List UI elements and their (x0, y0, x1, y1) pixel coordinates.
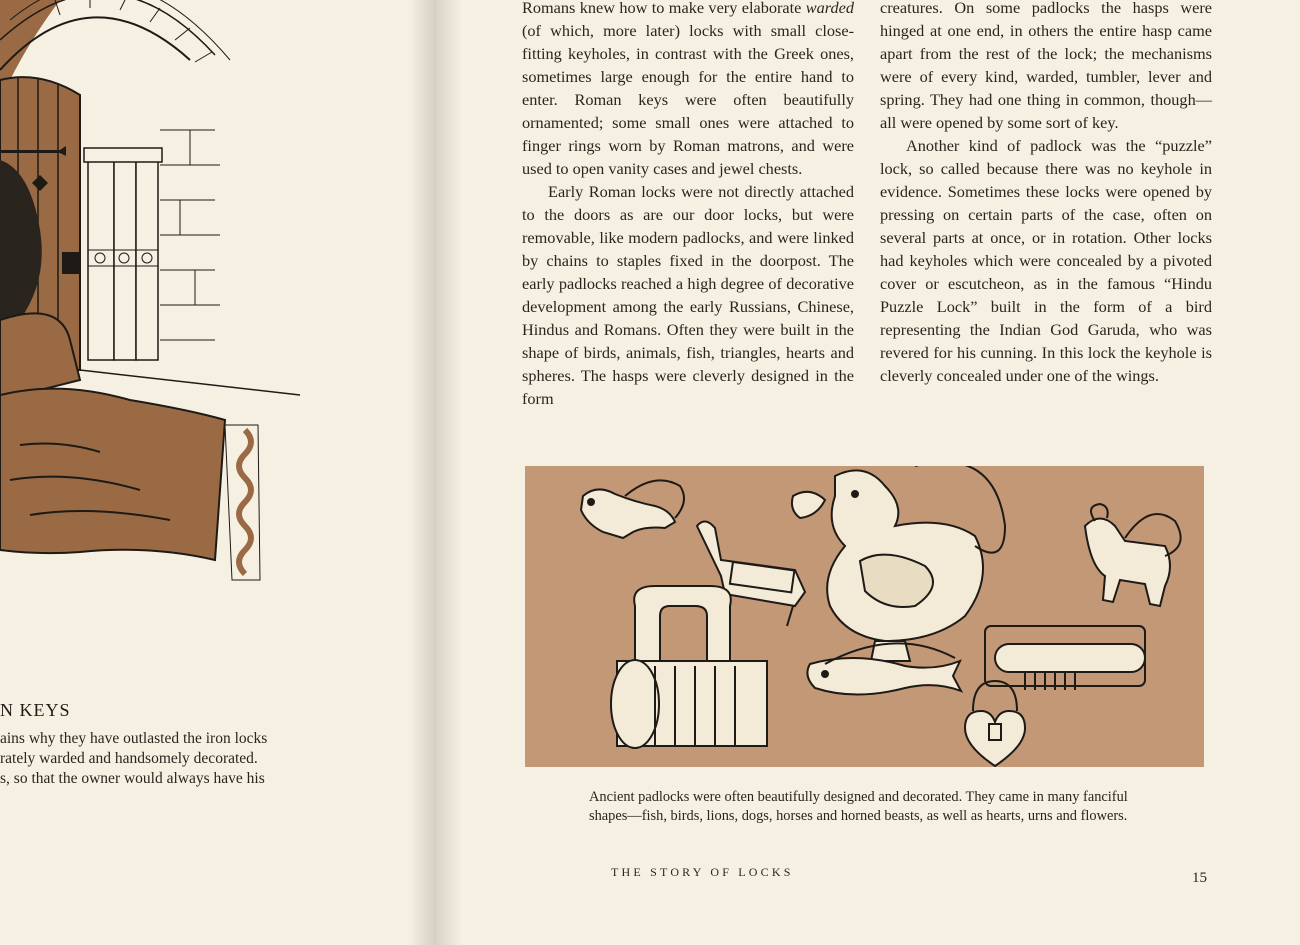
paragraph: Early Roman locks were not directly attached to the doors as are our door locks, but were removable, like modern padlocks, and were linked by chains to staples fixed in the doorpost. The early padlocks reached a high degree of decorative development among the early Russians, Chinese, Hindus and Romans. Often they were built in the shape of birds, animals, fish, triangles, hearts and spheres. The hasps were cleverly designed in the form (522, 182, 854, 408)
right-page (436, 0, 1300, 945)
gutter-shadow (410, 0, 436, 945)
figure-caption: Ancient padlocks were often beautifully designed and decorated. They came in many fanciful shapes—fish, birds, lions, dogs, horses and horned beasts, as well as hearts, urns and flowers. (589, 789, 1128, 824)
paragraph: Romans knew how to make very elaborate warded (of which, more later) locks with small close-fitting keyholes, in contrast with the Greek ones, sometimes large enough for the entire hand to enter. Roman keys were often beautifully ornamented; some small ones were attached to finger rings worn by Roman matrons, and were used to open vanity cases and jewel chests. (522, 0, 854, 178)
left-text-line: s, so that the owner would always have his (0, 770, 265, 787)
running-footer-title: THE STORY OF LOCKS (611, 865, 794, 879)
left-page-heading: N KEYS (0, 700, 71, 720)
combination-padlock (611, 586, 767, 748)
padlocks-drawing (525, 466, 1204, 767)
text-column-1 (522, 0, 854, 410)
left-text-line: rately warded and handsomely decorated. (0, 750, 258, 767)
horned-goat-padlock (1085, 504, 1181, 606)
padlocks-illustration (525, 466, 1204, 767)
gutter-shadow (436, 0, 462, 945)
paragraph: creatures. On some padlocks the hasps were hinged at one end, in others the entire hasp came apart from the rest of the lock; the mechanisms were of every kind, warded, tumbler, lever and spring. They had one thing in common, though—all were opened by some sort of key. (880, 0, 1212, 132)
bar-padlock (985, 626, 1145, 690)
text-column-2 (880, 0, 1212, 387)
lion-padlock (581, 480, 684, 538)
garuda-bird-padlock (792, 466, 1005, 661)
left-page-text (0, 729, 267, 789)
heart-padlock (965, 681, 1025, 766)
left-text-line: ains why they have outlasted the iron locks (0, 730, 268, 747)
page-number: 15 (1192, 870, 1207, 886)
italic-term: warded (805, 0, 854, 17)
door-archway-illustration (0, 0, 300, 600)
left-page (0, 0, 436, 945)
paragraph: Another kind of padlock was the “puzzle” lock, so called because there was no keyhole in evidence. Sometimes these locks were opened by pressing on certain parts of the case, often on several parts at once, or in rotation. Other locks had keyholes which were concealed by a pivoted cover or escutcheon, as in the famous “Hindu Puzzle Lock” built in the form of a bird representing the Indian God Garuda, who was revered for his cunning. In this lock the keyhole is cleverly concealed under one of the wings. (880, 136, 1212, 385)
